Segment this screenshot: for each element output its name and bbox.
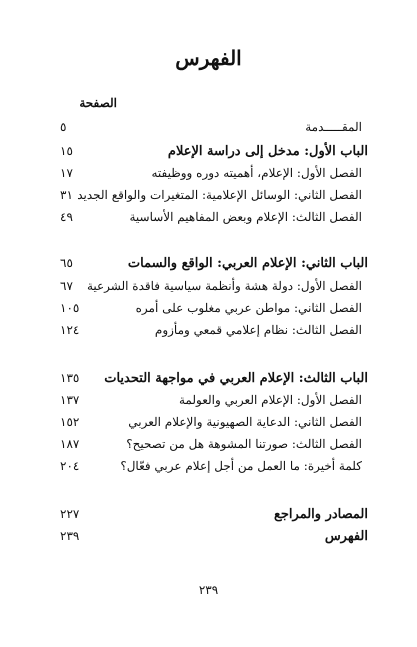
toc-chapter: [60, 210, 368, 228]
page-title: الفهرس: [175, 46, 242, 70]
toc-entry-page: ١٣٥: [60, 371, 80, 385]
toc-entry-label: كلمة أخيرة: ما العمل من أجل إعلام عربي فعّال؟: [120, 459, 362, 473]
toc-entry-page: ١٣٧: [60, 393, 80, 407]
toc-entry-page: ١٨٧: [60, 437, 80, 451]
toc-entry-label: الفصل الأول: الإعلام، أهميته دوره ووظيفته: [151, 166, 362, 180]
toc-part-1: [60, 144, 368, 162]
toc-entry-page: ١٢٤: [60, 323, 80, 337]
toc-entry-label: الباب الثالث: الإعلام العربي في مواجهة التحديات: [104, 371, 368, 386]
toc-entry-label: الباب الأول: مدخل إلى دراسة الإعلام: [167, 144, 368, 159]
toc-entry-intro: [60, 120, 368, 138]
toc-entry-page: ٤٩: [60, 210, 73, 224]
toc-entry-page: ١٥٢: [60, 415, 80, 429]
toc-entry-label: الباب الثاني: الإعلام العربي: الواقع والسمات: [127, 256, 368, 271]
toc-entry-page: ٥: [60, 120, 67, 134]
toc-chapter: [60, 393, 368, 411]
toc-entry-label: الفصل الثاني: الدعاية الصهيونية والإعلام العربي: [128, 415, 362, 429]
toc-entry-label: الفصل الثاني: الوسائل الإعلامية: المتغيرات والواقع الجديد: [77, 188, 362, 202]
toc-entry-references: [60, 507, 368, 525]
toc-chapter: [60, 415, 368, 433]
toc-chapter: [60, 437, 368, 455]
toc-entry-index: [60, 529, 368, 547]
page-column-header: الصفحة: [79, 96, 117, 110]
toc-part-3: [60, 371, 368, 389]
toc-chapter: [60, 279, 368, 297]
toc-entry-page: ٣١: [60, 188, 73, 202]
page-number: ٢٣٩: [198, 583, 219, 597]
toc-entry-page: ١٧: [60, 166, 73, 180]
toc-entry-label: المصادر والمراجع: [273, 507, 368, 522]
toc-entry-label: الفصل الثالث: نظام إعلامي قمعي ومأزوم: [154, 323, 362, 337]
toc-chapter: [60, 188, 368, 206]
toc-entry-label: الفهرس: [324, 529, 368, 544]
toc-entry-label: المقـــــدمة: [305, 120, 362, 134]
toc-entry-label: الفصل الثاني: مواطن عربي مغلوب على أمره: [135, 301, 362, 315]
toc-entry-page: ٦٥: [60, 256, 73, 270]
toc-entry-page: ٢٣٩: [60, 529, 80, 543]
toc-chapter: [60, 301, 368, 319]
toc-entry-page: ٢٢٧: [60, 507, 80, 521]
toc-chapter: [60, 459, 368, 477]
toc-entry-label: الفصل الأول: الإعلام العربي والعولمة: [178, 393, 362, 407]
toc-part-2: [60, 256, 368, 274]
toc-entry-page: ١٥: [60, 144, 73, 158]
toc-chapter: [60, 323, 368, 341]
toc-entry-label: الفصل الثالث: صورتنا المشوهة هل من تصحيح؟: [126, 437, 362, 451]
toc-entry-page: ١٠٥: [60, 301, 80, 315]
toc-chapter: [60, 166, 368, 184]
toc-entry-label: الفصل الأول: دولة هشة وأنظمة سياسية فاقدة الشرعية: [86, 279, 362, 293]
toc-entry-page: ٢٠٤: [60, 459, 80, 473]
toc-entry-page: ٦٧: [60, 279, 73, 293]
toc-entry-label: الفصل الثالث: الإعلام وبعض المفاهيم الأساسية: [129, 210, 362, 224]
